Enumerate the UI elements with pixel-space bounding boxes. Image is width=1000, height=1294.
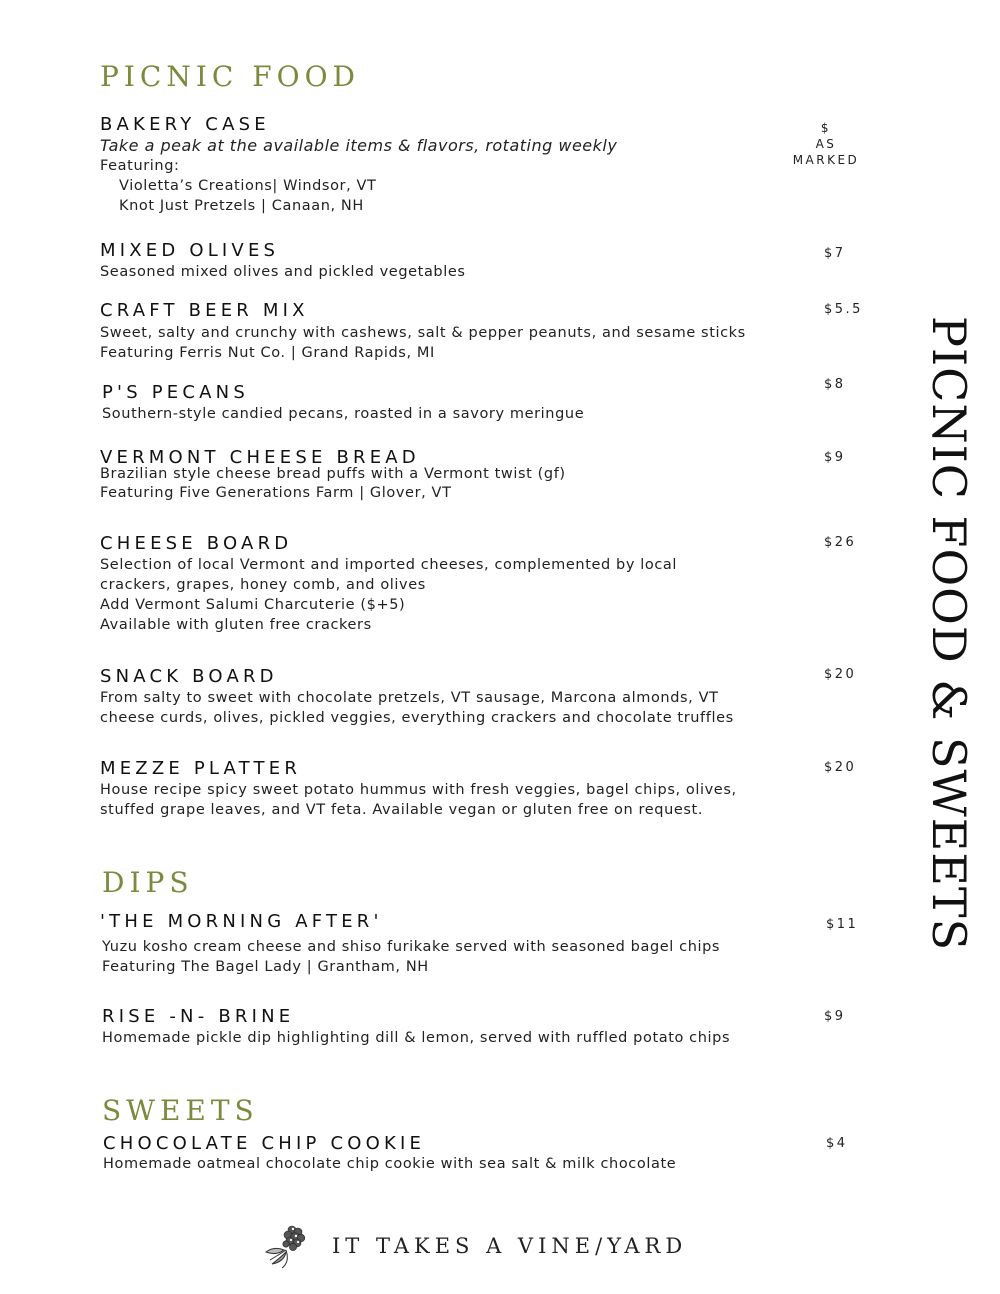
item-name-mezze-platter: MEZZE PLATTER [100,758,302,779]
item-name-chocolate-chip-cookie: CHOCOLATE CHIP COOKIE [103,1133,426,1154]
side-banner-title: PICNIC FOOD & SWEETS [922,316,976,952]
desc-line: Featuring The Bagel Lady | Grantham, NH [102,959,429,975]
desc-line: crackers, grapes, honey comb, and olives [100,577,426,593]
item-desc-chocolate-chip-cookie [103,1154,676,1174]
item-price-bakery-case [786,120,866,168]
item-name-rise-n-brine: RISE -N- BRINE [102,1006,295,1027]
section-title-picnic-food: PICNIC FOOD [100,60,360,93]
item-name-vermont-cheese-bread: VERMONT CHEESE BREAD [100,447,420,468]
item-price-vermont-cheese-bread: $9 [824,450,846,465]
featuring-label: Featuring: [100,158,180,174]
desc-line: Seasoned mixed olives and pickled vegetables [100,264,466,280]
vendor-line: Violetta’s Creations| Windsor, VT [119,178,377,194]
item-price-snack-board: $20 [824,667,857,682]
item-tagline: Take a peak at the available items & flavors, rotating weekly [100,136,618,155]
item-desc-snack-board [100,688,734,728]
desc-line: Southern-style candied pecans, roasted in a savory meringue [102,406,585,422]
item-name-bakery-case: BAKERY CASE [100,114,270,135]
item-name-mixed-olives: MIXED OLIVES [100,240,280,261]
item-desc-rise-n-brine [102,1028,730,1048]
desc-line: Add Vermont Salumi Charcuterie ($+5) [100,597,406,613]
section-title-sweets: SWEETS [102,1094,259,1127]
item-price-mezze-platter: $20 [824,760,857,775]
desc-line: Selection of local Vermont and imported cheeses, complemented by local [100,557,678,573]
item-price-cheese-board: $26 [824,535,857,550]
item-price-ps-pecans: $8 [824,377,846,392]
price-line: AS [815,137,837,151]
brand-name: IT TAKES A VINE/YARD [332,1234,688,1258]
item-price-rise-n-brine: $9 [824,1009,846,1024]
item-desc-cheese-board [100,555,677,635]
item-desc-ps-pecans [102,404,584,424]
item-price-craft-beer-mix: $5.5 [824,302,863,317]
desc-line: cheese curds, olives, pickled veggies, everything crackers and chocolate truffles [100,710,734,726]
desc-line: House recipe spicy sweet potato hummus with fresh veggies, bagel chips, olives, [100,782,737,798]
item-desc-mixed-olives [100,262,466,282]
price-line: $ [820,121,832,135]
clover-flower-icon [262,1216,318,1276]
item-price-chocolate-chip-cookie: $4 [826,1136,848,1151]
item-price-mixed-olives: $7 [824,246,846,261]
desc-line: Featuring Five Generations Farm | Glover, VT [100,485,452,501]
item-name-craft-beer-mix: CRAFT BEER MIX [100,300,309,321]
item-desc-bakery-case [100,136,617,216]
footer-brand [262,1216,687,1276]
desc-line: Yuzu kosho cream cheese and shiso furikake served with seasoned bagel chips [102,939,721,955]
item-name-cheese-board: CHEESE BOARD [100,533,293,554]
desc-line: Homemade pickle dip highlighting dill & lemon, served with ruffled potato chips [102,1030,731,1046]
desc-line: Sweet, salty and crunchy with cashews, salt & pepper peanuts, and sesame sticks [100,325,746,341]
vendor-line: Knot Just Pretzels | Canaan, NH [119,198,364,214]
item-desc-mezze-platter [100,780,737,820]
item-desc-craft-beer-mix [100,323,746,363]
item-price-the-morning-after: $11 [826,917,859,932]
section-title-dips: DIPS [102,866,194,899]
item-desc-vermont-cheese-bread [100,465,566,503]
desc-line: Brazilian style cheese bread puffs with a Vermont twist (gf) [100,466,566,482]
item-name-snack-board: SNACK BOARD [100,666,278,687]
item-desc-the-morning-after [102,937,720,977]
price-line: MARKED [792,153,860,167]
desc-line: stuffed grape leaves, and VT feta. Available vegan or gluten free on request. [100,802,704,818]
item-name-ps-pecans: P'S PECANS [102,382,249,403]
desc-line: From salty to sweet with chocolate pretzels, VT sausage, Marcona almonds, VT [100,690,719,706]
desc-line: Available with gluten free crackers [100,617,372,633]
desc-line: Homemade oatmeal chocolate chip cookie with sea salt & milk chocolate [103,1156,677,1172]
item-name-the-morning-after: 'THE MORNING AFTER' [100,911,383,932]
desc-line: Featuring Ferris Nut Co. | Grand Rapids, MI [100,345,435,361]
